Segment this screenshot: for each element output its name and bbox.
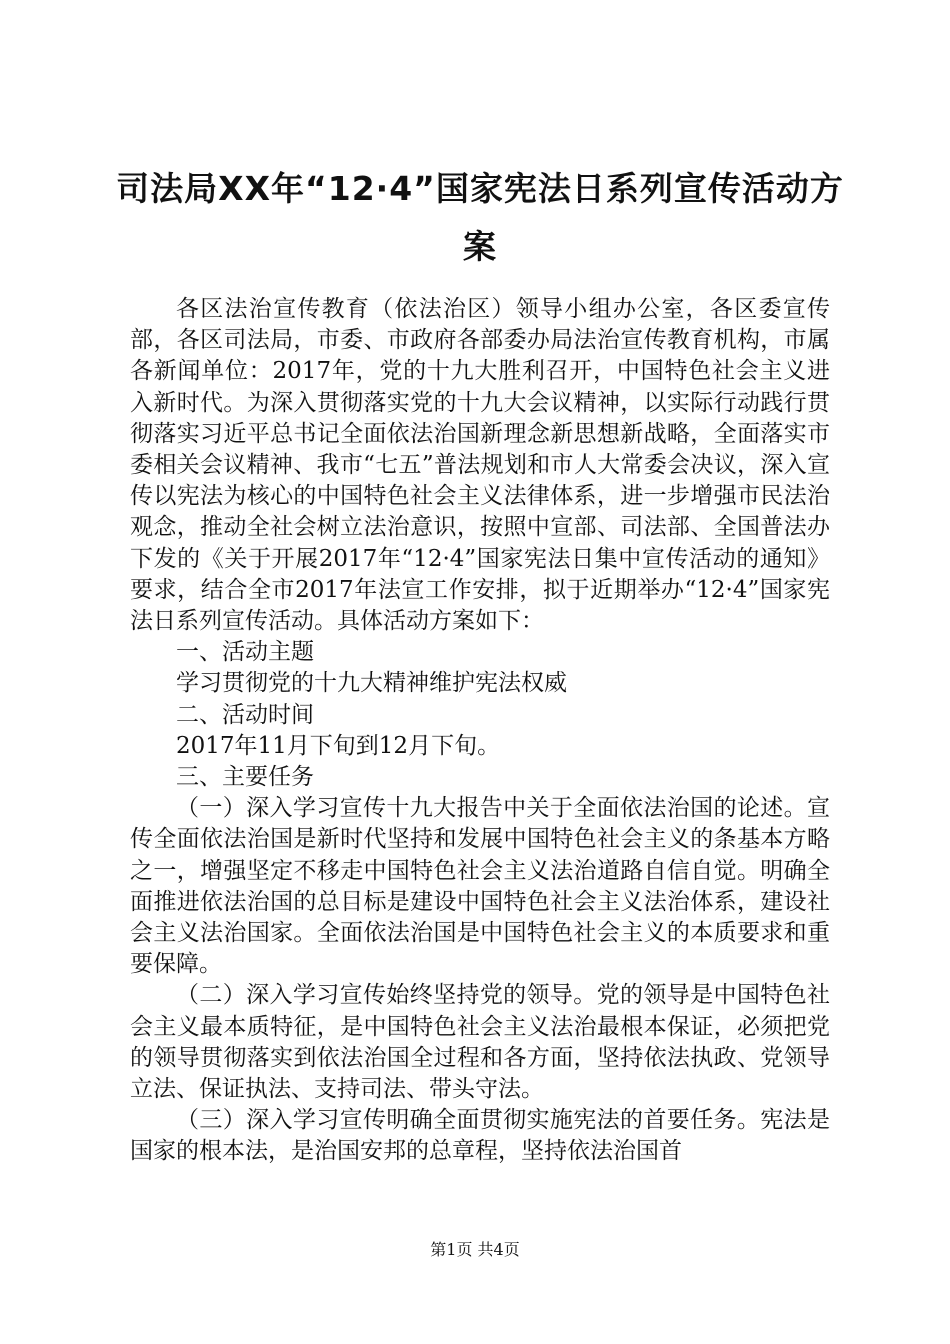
paragraph-activity-theme: 学习贯彻党的十九大精神维护宪法权威 (176, 670, 567, 697)
heading-activity-theme: 一、活动主题 (176, 639, 314, 666)
paragraph-task-2: （二）深入学习宣传始终坚持党的领导。党的领导是中国特色社会主义最本质特征，是中国特色社会主义法治最根本保证，必须把党的领导贯彻落实到依法治国全过程和各方面，坚持依法执政、党领导立法、保证执法、支持司法、带头守法。 (130, 982, 830, 1103)
heading-activity-time: 二、活动时间 (176, 701, 314, 728)
document-body (130, 294, 830, 1168)
paragraph-task-3: （三）深入学习宣传明确全面贯彻实施宪法的首要任务。宪法是国家的根本法，是治国安邦的总章程，坚持依法治国首 (130, 1107, 830, 1165)
heading-main-tasks: 三、主要任务 (176, 764, 314, 791)
paragraph-activity-time: 2017年11月下旬到12月下旬。 (176, 732, 501, 759)
document-title: 司法局XX年“12·4”国家宪法日系列宣传活动方案 (116, 169, 844, 266)
paragraph-intro: 各区法治宣传教育（依法治区）领导小组办公室，各区委宣传部，各区司法局，市委、市政府各部委办局法治宣传教育机构，市属各新闻单位：2017年，党的十九大胜利召开，中国特色社会主义进入新时代。为深入贯彻落实党的十九大会议精神，以实际行动践行贯彻落实习近平总书记全面依法治国新理念新思想新战略，全面落实市委相关会议精神、我市“七五”普法规划和市人大常委会决议，深入宣传以宪法为核心的中国特色社会主义法律体系，进一步增强市民法治观念，推动全社会树立法治意识，按照中宣部、司法部、全国普法办下发的《关于开展2017年“12·4”国家宪法日集中宣传活动的通知》要求，结合全市2017年法宣工作安排，拟于近期举办“12·4”国家宪法日系列宣传活动。具体活动方案如下： (130, 296, 830, 635)
paragraph-task-1: （一）深入学习宣传十九大报告中关于全面依法治国的论述。宣传全面依法治国是新时代坚持和发展中国特色社会主义的条基本方略之一，增强坚定不移走中国特色社会主义法治道路自信自觉。明确全面推进依法治国的总目标是建设中国特色社会主义法治体系，建设社会主义法治国家。全面依法治国是中国特色社会主义的本质要求和重要保障。 (130, 795, 830, 978)
page-number-footer: 第1页 共4页 (430, 1240, 520, 1259)
